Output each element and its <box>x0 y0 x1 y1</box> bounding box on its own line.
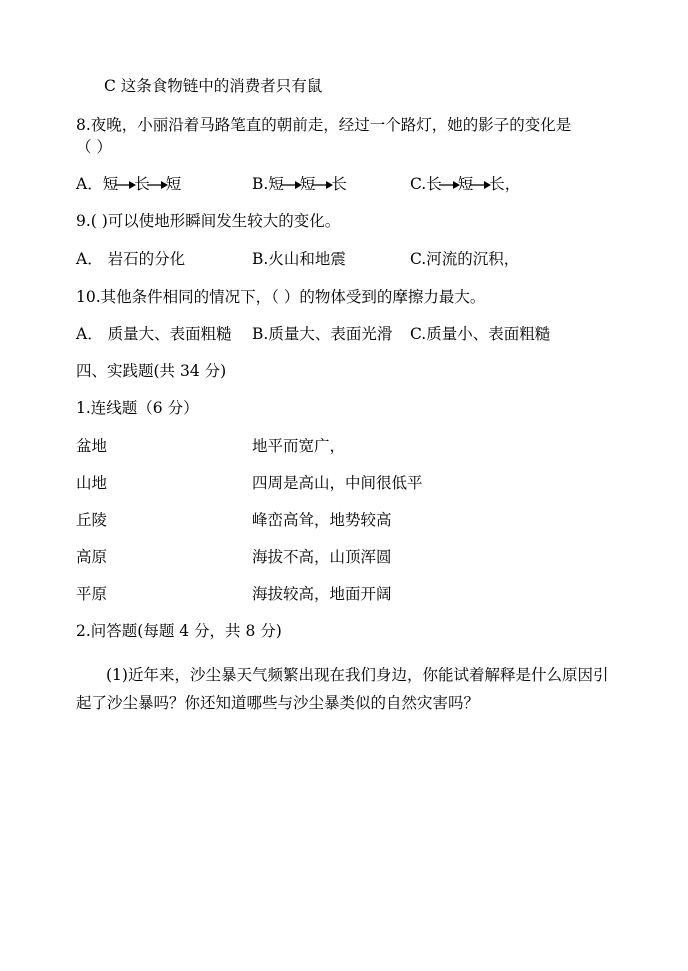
option-word: 长 <box>331 175 347 193</box>
option-prefix: C. <box>410 175 427 193</box>
q8-option-b <box>252 173 347 195</box>
option-prefix: B. <box>252 175 269 193</box>
q8-option-a <box>76 173 181 195</box>
matching-left-item: 山地 <box>76 474 108 492</box>
section-heading: 四、实践题(共 34 分) <box>76 362 227 380</box>
matching-left-item: 高原 <box>76 548 108 566</box>
q10-option-b: B.质量大、表面光滑 <box>252 325 393 343</box>
qa-question-1-line-1: (1)近年来，沙尘暴天气频繁出现在我们身边，你能试着解释是什么原因引 <box>106 666 609 684</box>
option-word: 长， <box>489 175 521 193</box>
q10-option-a: A． 质量大、表面粗糙 <box>76 325 232 343</box>
matching-right-item: 海拔较高，地面开阔 <box>252 585 392 603</box>
qa-question-1-line-2: 起了沙尘暴吗？你还知道哪些与沙尘暴类似的自然灾害吗？ <box>76 694 480 712</box>
q10-stem: 10.其他条件相同的情况下，（ ）的物体受到的摩擦力最大。 <box>76 288 486 306</box>
q10-option-c: C.质量小、表面粗糙 <box>410 325 551 343</box>
q7-option-c: C 这条食物链中的消费者只有鼠 <box>104 77 323 95</box>
q9-option-a: A． 岩石的分化 <box>76 250 186 268</box>
q9-stem: 9.( )可以使地形瞬间发生较大的变化。 <box>76 212 341 230</box>
q8-stem: 8.夜晚，小丽沿着马路笔直的朝前走，经过一个路灯，她的影子的变化是 <box>76 116 572 134</box>
q9-option-c: C.河流的沉积， <box>410 250 520 268</box>
option-word: 短 <box>268 175 284 193</box>
matching-left-item: 平原 <box>76 585 108 603</box>
matching-left-item: 丘陵 <box>76 511 108 529</box>
q8-blank: （ ） <box>76 138 112 156</box>
option-word: 长 <box>134 175 150 193</box>
option-word: 短 <box>165 175 182 193</box>
matching-right-item: 峰峦高耸，地势较高 <box>252 511 392 529</box>
option-word: 短 <box>457 175 474 193</box>
matching-left-item: 盆地 <box>76 437 108 455</box>
option-prefix: A． <box>76 175 103 193</box>
qa-title: 2.问答题(每题 4 分，共 8 分) <box>76 622 282 640</box>
q8-option-c <box>410 173 520 195</box>
option-word: 短 <box>299 175 316 193</box>
option-word: 短 <box>102 175 119 193</box>
matching-right-item: 四周是高山，中间很低平 <box>252 474 423 492</box>
matching-right-item: 海拔不高，山顶浑圆 <box>252 548 392 566</box>
matching-title: 1.连线题（6 分） <box>76 399 199 417</box>
q9-option-b: B.火山和地震 <box>252 250 346 268</box>
matching-right-item: 地平而宽广， <box>252 437 346 455</box>
option-word: 长 <box>426 175 442 193</box>
